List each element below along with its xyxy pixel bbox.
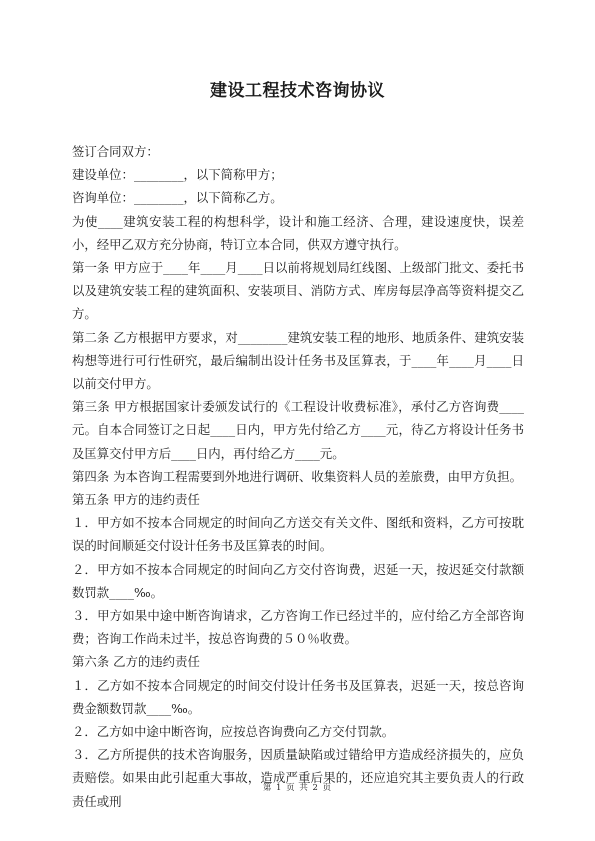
paragraph-article-5-heading: 第五条 甲方的违约责任 — [72, 492, 200, 508]
paragraph-article-4: 第四条 为本咨询工程需要到外地进行调研、收集资料人员的差旅费，由甲方负担。 — [72, 468, 523, 484]
document-title: 建设工程技术咨询协议 — [210, 81, 385, 101]
paragraph-article-1: 第一条 甲方应于____年____月____日以前将规划局红线图、上级部门批文、委托书以及建筑安装工程的建筑面积、安装项目、消防方式、库房每层净高等资料提交乙方。 — [72, 260, 524, 322]
paragraph-article-5-item-2: ２．甲方如不按本合同规定的时间向乙方交付咨询费，迟延一天，按迟延交付款额数罚款____‰。 — [72, 561, 524, 600]
paragraph-preamble: 为使____建筑安装工程的构想科学，设计和施工经济、合理，建设速度快，误差小，经甲乙双方充分协商，特订立本合同，供双方遵守执行。 — [72, 213, 524, 252]
page-footer: 第 1 页 共 2 页 — [262, 783, 333, 793]
paragraph-article-5-item-1: １．甲方如不按本合同规定的时间向乙方送交有关文件、图纸和资料，乙方可按耽误的时间顺延交付设计任务书及匡算表的时间。 — [72, 515, 524, 554]
paragraph-article-6-item-2: ２．乙方如中途中断咨询，应按总咨询费向乙方交付罚款。 — [72, 724, 395, 740]
paragraph-article-6-item-1: １．乙方如不按本合同规定的时间交付设计任务书及匡算表，迟延一天，按总咨询费金额数罚款____‰。 — [72, 677, 524, 716]
paragraph-article-6-item-3: ３．乙方所提供的技术咨询服务，因质量缺陷或过错给甲方造成经济损失的，应负责赔偿。如果由此引起重大事故，造成严重后果的，还应追究其主要负责人的行政责任或刑 — [72, 747, 524, 809]
paragraph-party-b: 咨询单位：________，以下简称乙方。 — [72, 190, 283, 206]
document-body — [72, 140, 524, 813]
paragraph-article-3: 第三条 甲方根据国家计委颁发试行的《工程设计收费标准》，承付乙方咨询费____元。自本合同签订之日起____日内，甲方先付给乙方____元，待乙方将设计任务书及匡算交付甲方后____日内，再付给乙方____元。 — [72, 399, 524, 461]
paragraph-parties-heading: 签订合同双方： — [72, 144, 159, 159]
paragraph-party-a: 建设单位：________，以下简称甲方； — [72, 167, 283, 183]
paragraph-article-2: 第二条 乙方根据甲方要求，对________建筑安装工程的地形、地质条件、建筑安装构想等进行可行性研究，最后编制出设计任务书及匡算表，于____年____月____日以前交付甲方。 — [72, 329, 524, 392]
paragraph-article-6-heading: 第六条 乙方的违约责任 — [72, 654, 200, 670]
paragraph-article-5-item-3: ３．甲方如果中途中断咨询请求，乙方咨询工作已经过半的，应付给乙方全部咨询费；咨询工作尚未过半，按总咨询费的５０％收费。 — [72, 608, 524, 647]
